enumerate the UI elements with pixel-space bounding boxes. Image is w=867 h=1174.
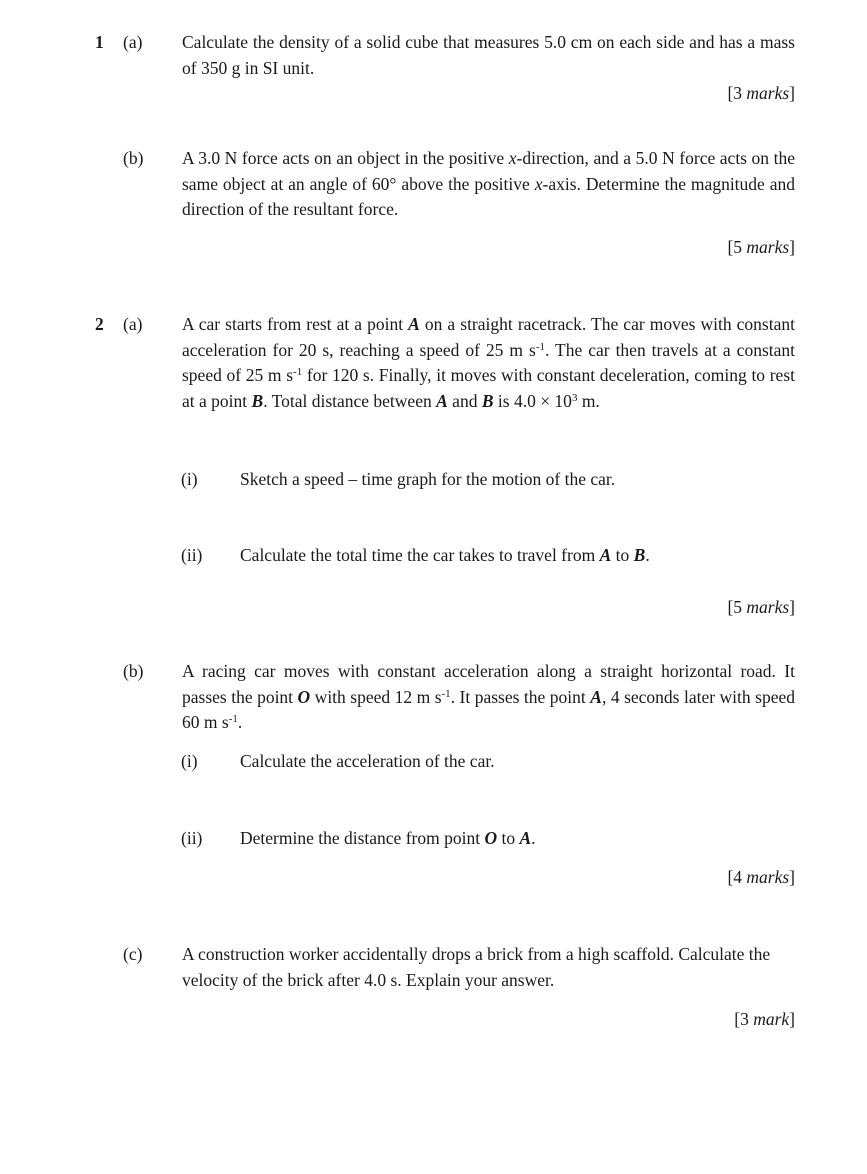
q2b-ii-text: Determine the distance from point O to A. <box>240 828 536 848</box>
q2a-text: A car starts from rest at a point A on a straight racetrack. The car moves with constant acceleration for 20 s, reaching a speed of 25 m $s^{-1}$. The car then travels at a constant speed of 25 m $s^{-1}$ for 120 s. Finally, it moves with constant deceleration, coming to rest at a point B. Total distance between A and B is $4.0 \times 10^3$ m. <box>182 314 795 411</box>
q2a-ii-text: Calculate the total time the car takes to travel from A to B. <box>240 545 650 565</box>
q2b-ii-label: (ii) <box>181 828 203 848</box>
question-2-number: 2 <box>95 314 104 334</box>
q1a-text: Calculate the density of a solid cube that measures 5.0 cm on each side and has a mass of 350 g in SI unit. <box>182 32 795 78</box>
q1a-marks: [3 marks] <box>727 83 795 103</box>
q2a-marks: [5 marks] <box>727 597 795 617</box>
q2b-i-text: Calculate the acceleration of the car. <box>240 751 495 771</box>
q1b-label: (b) <box>123 148 144 168</box>
q2a-label: (a) <box>123 314 143 334</box>
q1a-label: (a) <box>123 32 143 52</box>
q2c-marks: [3 mark] <box>734 1009 795 1029</box>
q2b-label: (b) <box>123 661 144 681</box>
q1b-marks: [5 marks] <box>727 237 795 257</box>
q2a-i-text: Sketch a speed – time graph for the motion of the car. <box>240 469 616 489</box>
q2c-label: (c) <box>123 944 143 964</box>
q2a-i-label: (i) <box>181 469 198 489</box>
q2c-text: A construction worker accidentally drops a brick from a high scaffold. Calculate the velocity of the brick after 4.0 s. Explain your answer. <box>182 944 771 990</box>
q2b-i-label: (i) <box>181 751 198 771</box>
q2b-marks: [4 marks] <box>727 867 795 887</box>
question-1-number: 1 <box>95 32 104 52</box>
q2a-ii-label: (ii) <box>181 545 203 565</box>
q1b-text: A 3.0 N force acts on an object in the positive x-direction, and a 5.0 N force acts on the same object at an angle of 60° above the positive x-axis. Determine the magnitude and direction of the resultant force. <box>182 148 796 219</box>
q2b-text: A racing car moves with constant acceleration along a straight horizontal road. It passes the point O with speed 12 m $s^{-1}$. It passes the point A, 4 seconds later with speed 60 m $s^{-1}$. <box>182 661 795 732</box>
